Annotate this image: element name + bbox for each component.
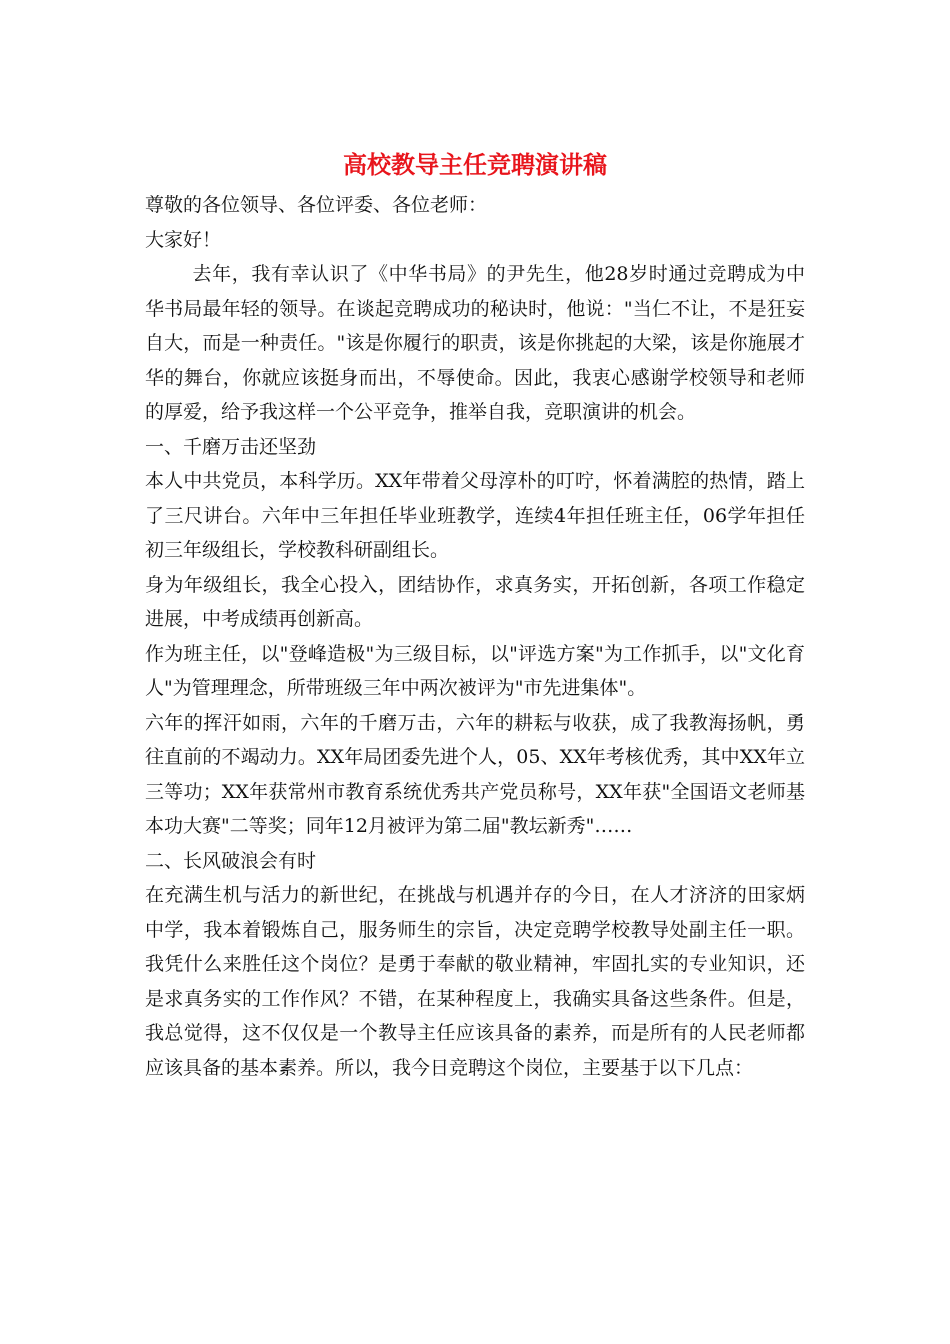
paragraph: 本人中共党员，本科学历。XX年带着父母淳朴的叮咛，怀着满腔的热情，踏上了三尺讲台。六年中三年担任毕业班教学，连续4年担任班主任，06学年担任初三年级组长，学校教科研副组长。 xyxy=(145,470,805,561)
paragraph: 在充满生机与活力的新世纪，在挑战与机遇并存的今日，在人才济济的田家炳中学，我本着锻炼自己，服务师生的宗旨，决定竞聘学校教导处副主任一职。我凭什么来胜任这个岗位？是勇于奉献的敬业精神，牢固扎实的专业知识，还是求真务实的工作作风？不错，在某种程度上，我确实具备这些条件。但是，我总觉得，这不仅仅是一个教导主任应该具备的素养，而是所有的人民老师都应该具备的基本素养。所以，我今日竞聘这个岗位，主要基于以下几点： xyxy=(145,884,805,1079)
document-title: 高校教导主任竞聘演讲稿 xyxy=(343,150,607,179)
section-heading-2: 二、长风破浪会有时 xyxy=(145,849,317,872)
section-heading-1: 一、千磨万击还坚劲 xyxy=(145,435,317,458)
paragraph: 作为班主任，以"登峰造极"为三级目标，以"评选方案"为工作抓手，以"文化育人"为管理理念，所带班级三年中两次被评为"市先进集体"。 xyxy=(145,642,805,699)
greeting: 尊敬的各位领导、各位评委、各位老师： xyxy=(145,194,488,216)
paragraph: 六年的挥汗如雨，六年的千磨万击，六年的耕耘与收获，成了我教海扬帆，勇往直前的不竭动力。XX年局团委先进个人，05、XX年考核优秀，其中XX年立三等功；XX年获常州市教育系统优秀共产党员称号，XX年获"全国语文老师基本功大赛"二等奖；同年12月被评为第二届"教坛新秀"…… xyxy=(145,711,805,837)
intro-paragraph: 去年，我有幸认识了《中华书局》的尹先生，他28岁时通过竞聘成为中华书局最年轻的领导。在谈起竞聘成功的秘诀时，他说："当仁不让，不是狂妄自大，而是一种责任。"该是你履行的职责，该是你挑起的大梁，该是你施展才华的舞台，你就应该挺身而出，不辱使命。因此，我衷心感谢学校领导和老师的厚爱，给予我这样一个公平竞争，推举自我，竞职演讲的机会。 xyxy=(145,263,805,423)
hello: 大家好！ xyxy=(145,228,222,251)
paragraph: 身为年级组长，我全心投入，团结协作，求真务实，开拓创新，各项工作稳定进展，中考成绩再创新高。 xyxy=(145,573,805,630)
document-body xyxy=(145,148,805,1085)
